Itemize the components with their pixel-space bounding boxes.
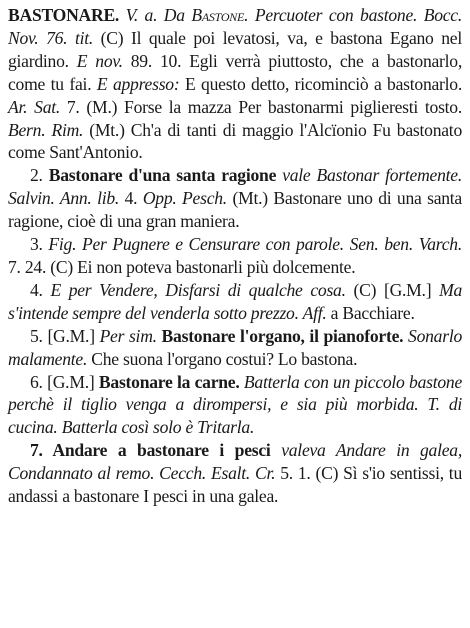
text-run: E per Vendere, Disfarsi di qualche cosa.: [50, 279, 346, 300]
text-run: 89. 10. Egli verrà piuttosto, che a bastonarlo, come tu fai.: [8, 50, 462, 94]
text-run: V. a. Da: [119, 5, 192, 25]
text-run: Andare a bastonare i pesci: [52, 440, 271, 461]
text-run: Che suona l'organo costui? Lo bastona.: [87, 348, 358, 369]
text-run: 5. 1. (C) Sì s'io sentissi, tu andassi a bastonare I pesci in una galea.: [8, 463, 462, 507]
text-run: Bastone: [191, 5, 245, 25]
text-run: Ma s'intende sempre del venderla sotto prezzo. Aff.: [8, 279, 463, 323]
text-run: 7.: [30, 440, 53, 461]
text-run: 4.: [30, 279, 51, 300]
text-run: Bern. Rim.: [8, 119, 84, 140]
text-run: (Mt.) Ch'a di tanti di maggio l'Alcïonio Fu bastonato come Sant'Antonio.: [8, 119, 462, 163]
text-run: Bastonare la carne.: [98, 371, 240, 392]
entry-sense-2: [8, 164, 462, 233]
text-run: 5. [G.M.]: [30, 325, 100, 346]
text-run: BASTONARE.: [8, 5, 120, 25]
text-run: Bastonare d'una santa ragione: [48, 165, 277, 186]
text-run: a Bacchiare.: [326, 302, 415, 323]
entry-sense-4: [8, 279, 462, 325]
entry-sense-3: [8, 233, 462, 279]
text-run: . Percuoter con bastone. Bocc. Nov. 76. tit.: [8, 5, 463, 48]
text-run: Batterla con un piccolo bastone perchè il tiglio venga a dirompersi, e sia più morbida. T. di cucina. Batterla così solo è Tritarla.: [8, 371, 463, 438]
text-run: Sonarlo malamente.: [8, 325, 463, 369]
text-run: 7. (M.) Forse la mazza Per bastonarmi piglieresti tosto.: [60, 96, 462, 117]
text-run: 2.: [30, 165, 49, 186]
text-run: E appresso:: [96, 73, 180, 94]
entry-sense-7: [8, 439, 462, 508]
text-run: E nov.: [76, 50, 123, 71]
text-run: (C) [G.M.]: [345, 279, 440, 300]
text-run: 7. 24. (C) Ei non poteva bastonarli più dolcemente.: [8, 256, 356, 277]
text-run: Per sim.: [99, 325, 157, 346]
text-run: Ar. Sat.: [8, 96, 61, 117]
text-run: Bastonare l'organo, il pianoforte.: [156, 325, 404, 346]
text-run: valeva Andare in galea, Condannato al remo. Cecch. Esalt. Cr.: [8, 440, 462, 484]
text-run: 6. [G.M.]: [30, 371, 99, 392]
entry-sense-5: [8, 325, 462, 371]
text-run: (C) Il quale poi levatosi, va, e bastona Egano nel giardino.: [8, 27, 462, 71]
text-run: Opp. Pesch.: [142, 188, 227, 209]
text-run: 4.: [124, 188, 143, 209]
text-run: E questo detto, ricominciò a bastonarlo.: [179, 73, 462, 94]
text-run: 3.: [30, 234, 49, 255]
entry-paragraph-main: [8, 4, 462, 164]
text-run: vale Bastonar fortemente. Salvin. Ann. lib.: [8, 165, 463, 209]
text-run: Fig. Per Pugnere e Censurare con parole. Sen. ben. Varch.: [48, 234, 463, 255]
text-run: (Mt.) Bastonare uno di una santa ragione, cioè di una gran maniera.: [8, 188, 462, 232]
entry-sense-6: [8, 371, 462, 440]
